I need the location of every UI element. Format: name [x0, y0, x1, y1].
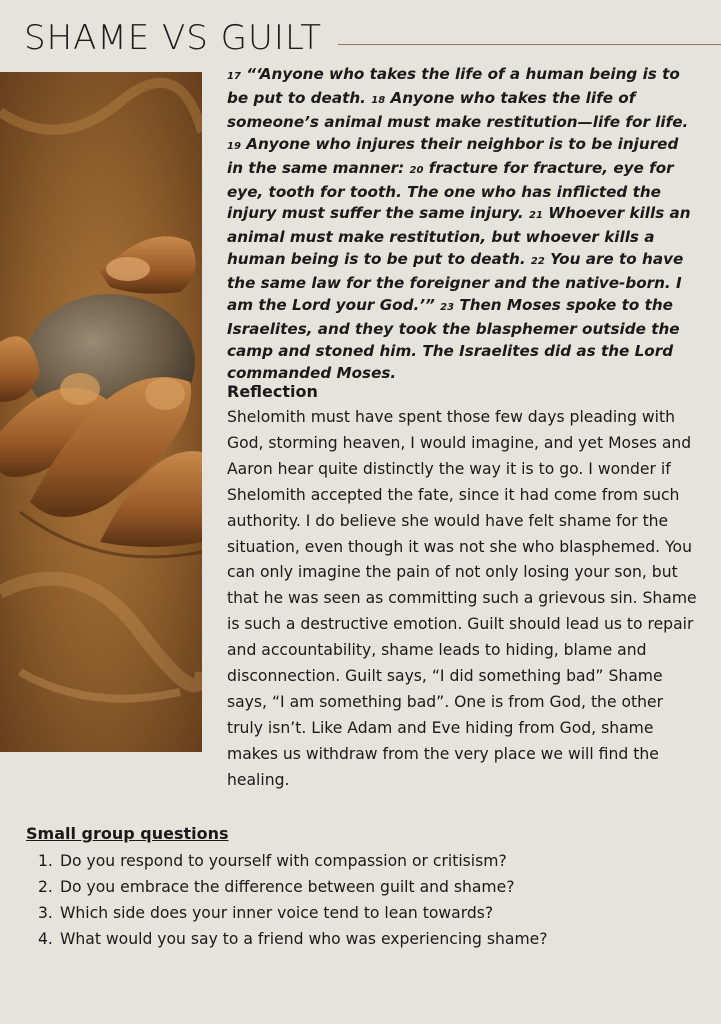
scripture-passage — [227, 64, 697, 385]
hand-holding-stone-painting — [0, 72, 202, 752]
verse-text: Whoever kills an animal must make restitution, but whoever kills a human being is to be put to death. — [227, 204, 691, 269]
verse-number: 22 — [530, 256, 545, 268]
verse-text: Anyone who injures their neighbor is to be injured in the same manner: — [227, 134, 679, 177]
question-item — [38, 848, 548, 874]
reflection-text: Shelomith must have spent those few days pleading with God, storming heaven, I would imagine, and yet Moses and Aaron hear quite distinctly the way it is to go. I wonder if Shelomith accepted the fate, since it had come from such authority. I do believe she would have felt shame for the situation, even though it was not she who blasphemed. You can only imagine the pain of not only losing your son, but that he was seen as committing such a grievous sin. Shame is such a destructive emotion. Guilt should lead us to repair and accountability, shame leads to hiding, blame and disconnection. Guilt says, “I did something bad” Shame says, “I am something bad”. One is from God, the other truly isn’t. Like Adam and Eve hiding from God, shame makes us withdraw from the very place we will find the healing. — [227, 408, 697, 789]
question-item — [38, 900, 548, 926]
verse-number: 20 — [409, 164, 424, 176]
verse-text: “‘Anyone who takes the life of a human being is to be put to death. — [227, 65, 680, 107]
verse-number: 23 — [440, 302, 455, 314]
small-group-heading: Small group questions — [26, 824, 229, 843]
verse-text: Then Moses spoke to the Israelites, and they took the blasphemer outside the camp and stoned him. The Israelites did as the Lord commanded Moses. — [227, 296, 680, 382]
verse-number: 18 — [371, 94, 386, 106]
title-divider — [338, 44, 721, 45]
verse-text: fracture for fracture, eye for eye, tooth for tooth. The one who has inflicted the injury must suffer the same injury. — [227, 158, 674, 223]
question-text: Which side does your inner voice tend to lean towards? — [60, 904, 494, 922]
question-number: 2. — [38, 878, 53, 896]
verse-number: 17 — [227, 71, 241, 82]
question-number: 4. — [38, 930, 53, 948]
question-text: Do you respond to yourself with compassion or critisism? — [60, 852, 507, 870]
verse-number: 21 — [528, 210, 543, 222]
question-number: 3. — [38, 904, 53, 922]
question-text: Do you embrace the difference between guilt and shame? — [60, 878, 515, 896]
question-text: What would you say to a friend who was experiencing shame? — [60, 930, 548, 948]
reflection-heading: Reflection — [227, 382, 318, 401]
page-title: SHAME VS GUILT — [24, 18, 322, 58]
verse-text: You are to have the same law for the foreigner and the native-born. I am the Lord your God.’” — [227, 250, 684, 315]
verse-number: 19 — [227, 140, 241, 152]
verse-text: Anyone who takes the life of someone’s animal must make restitution—life for life. — [227, 88, 689, 131]
question-number: 1. — [38, 852, 53, 870]
question-item — [38, 926, 548, 952]
small-group-questions — [38, 848, 548, 952]
question-item — [38, 874, 548, 900]
